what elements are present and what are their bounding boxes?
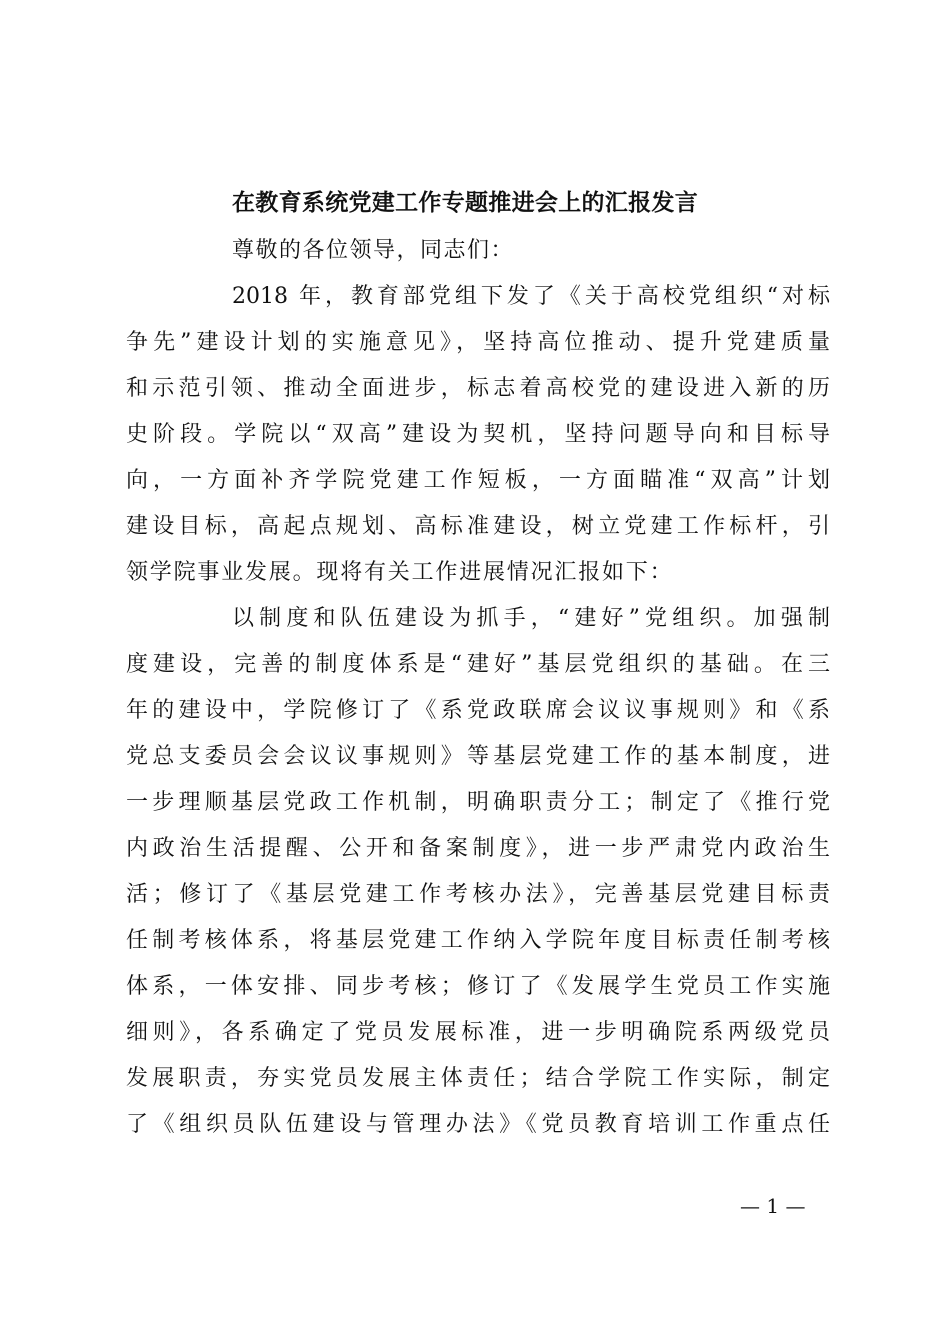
paragraph-2-line-5: 一步理顺基层党政工作机制，明确职责分工；制定了《推行党: [126, 790, 830, 815]
paragraph-1-line-1: 2018 年，教育部党组下发了《关于高校党组织“对标: [232, 284, 830, 309]
paragraph-2-line-12: 了《组织员队伍建设与管理办法》《党员教育培训工作重点任: [126, 1112, 830, 1137]
paragraph-1-line-6: 建设目标，高起点规划、高标准建设，树立党建工作标杆，引: [126, 514, 830, 539]
paragraph-1-line-5: 向，一方面补齐学院党建工作短板，一方面瞄准“双高”计划: [126, 468, 830, 493]
paragraph-1-line-4: 史阶段。学院以“双高”建设为契机，坚持问题导向和目标导: [126, 422, 830, 447]
paragraph-2-line-9: 体系，一体安排、同步考核；修订了《发展学生党员工作实施: [126, 974, 830, 999]
paragraph-2-line-10: 细则》，各系确定了党员发展标准，进一步明确院系两级党员: [126, 1020, 830, 1045]
paragraph-2-line-6: 内政治生活提醒、公开和备案制度》，进一步严肃党内政治生: [126, 836, 830, 861]
paragraph-2-line-8: 任制考核体系，将基层党建工作纳入学院年度目标责任制考核: [126, 928, 830, 953]
paragraph-2-line-1: 以制度和队伍建设为抓手，“建好”党组织。加强制: [232, 606, 830, 631]
document-title: 在教育系统党建工作专题推进会上的汇报发言: [232, 189, 698, 216]
salutation: 尊敬的各位领导，同志们：: [232, 238, 515, 263]
paragraph-1-line-3: 和示范引领、推动全面进步，标志着高校党的建设进入新的历: [126, 376, 830, 401]
paragraph-2-line-11: 发展职责，夯实党员发展主体责任；结合学院工作实际，制定: [126, 1066, 830, 1091]
paragraph-1-line-7: 领学院事业发展。现将有关工作进展情况汇报如下：: [126, 560, 674, 585]
paragraph-2-line-2: 度建设，完善的制度体系是“建好”基层党组织的基础。在三: [126, 652, 830, 677]
paragraph-1-line-2: 争先”建设计划的实施意见》，坚持高位推动、提升党建质量: [126, 330, 830, 355]
paragraph-2-line-3: 年的建设中，学院修订了《系党政联席会议议事规则》和《系: [126, 698, 830, 723]
paragraph-2-line-4: 党总支委员会会议议事规则》等基层党建工作的基本制度，进: [126, 744, 830, 769]
paragraph-2-line-7: 活；修订了《基层党建工作考核办法》，完善基层党建目标责: [126, 882, 830, 907]
page-number: — 1 —: [740, 1194, 806, 1218]
